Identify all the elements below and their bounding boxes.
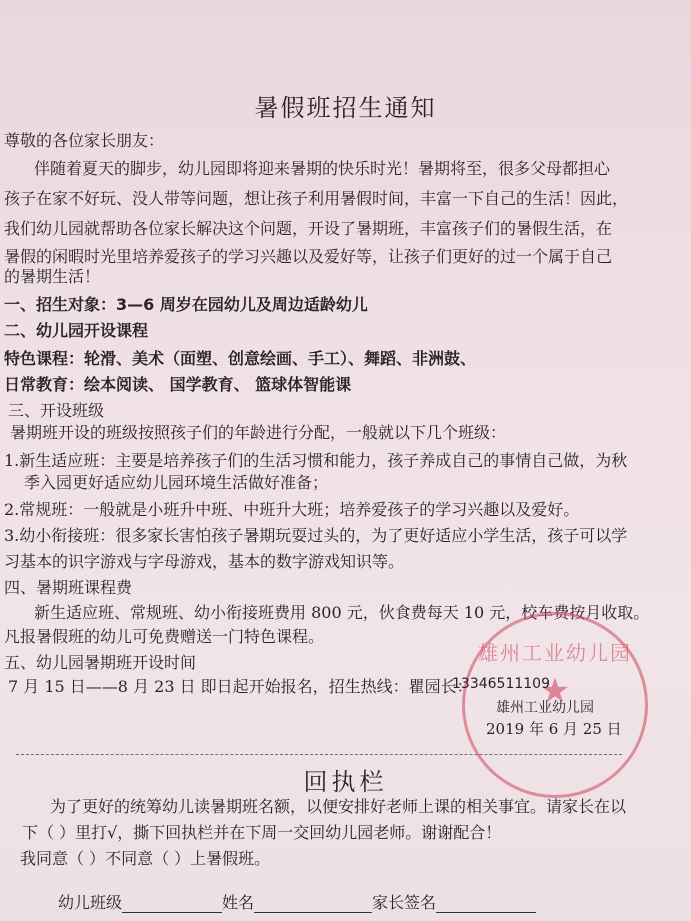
fee-line-1: 新生适应班、常规班、幼小衔接班费用 800 元，伙食费每天 10 元，校车费按月收取。 — [34, 603, 650, 622]
receipt-line-1: 为了更好的统筹幼儿读暑期班名额，以便安排好老师上课的相关事宜。请家长在以 — [50, 797, 627, 816]
tear-off-divider — [16, 754, 622, 755]
class-field-label: 幼儿班级 — [58, 893, 123, 912]
kindergarten-name: 雄州工业幼儿园 — [496, 700, 594, 716]
section-classes: 三、开设班级 — [8, 401, 105, 420]
intro-line-1: 伴随着夏天的脚步，幼儿园即将迎来暑期的快乐时光！暑期将至，很多父母都担心 — [34, 159, 611, 178]
schedule-line: 7 月 15 日——8 月 23 日 即日起开始报名，招生热线：瞿园长： — [8, 677, 473, 696]
intro-line-2: 孩子在家不好玩、没人带等问题，想让孩子利用暑假时间，丰富一下自己的生活！因此， — [4, 189, 629, 208]
hotline-phone: 13346511109 — [452, 676, 550, 692]
section-fees: 四、暑期班课程费 — [4, 578, 133, 597]
intro-line-5: 的暑期生活！ — [4, 267, 101, 286]
daily-courses: 日常教育：绘本阅读、 国学教育、 篮球体智能课 — [4, 375, 352, 394]
star-icon: ★ — [539, 671, 571, 711]
greeting: 尊敬的各位家长朋友： — [4, 131, 165, 150]
classes-intro: 暑期班开设的班级按照孩子们的年龄进行分配，一般就以下几个班级： — [10, 423, 507, 442]
class-bridge-line-2: 习基本的识字游戏与字母游戏，基本的数字游戏知识等。 — [4, 552, 405, 571]
class-field-blank[interactable] — [122, 912, 222, 913]
class-newcomer-line-1: 1.新生适应班：主要是培养孩子们的生活习惯和能力，孩子养成自己的事情自己做，为秋 — [4, 451, 628, 470]
notice-title: 暑假班招生通知 — [254, 94, 437, 122]
class-newcomer-line-2: 季入园更好适应幼儿园环境生活做好准备； — [24, 473, 329, 492]
section-courses: 二、幼儿园开设课程 — [4, 321, 149, 340]
receipt-form-row — [58, 890, 536, 913]
receipt-title: 回执栏 — [303, 768, 388, 796]
special-courses: 特色课程：轮滑、美术（面塑、创意绘画、手工）、舞蹈、非洲鼓、 — [4, 349, 477, 368]
class-bridge-line-1: 3.幼小衔接班：很多家长害怕孩子暑期玩耍过头的，为了更好适应小学生活，孩子可以学 — [4, 526, 628, 545]
intro-line-4: 暑假的闲暇时光里培养爱孩子的学习兴趣以及爱好等，让孩子们更好的过一个属于自己 — [4, 247, 613, 266]
section-schedule: 五、幼儿园暑期班开设时间 — [4, 653, 197, 672]
receipt-consent-line: 我同意（ ）不同意（ ）上暑假班。 — [20, 849, 271, 868]
name-field-label: 姓名 — [222, 893, 255, 912]
fee-line-2: 凡报暑假班的幼儿可免费赠送一门特色课程。 — [4, 627, 325, 646]
notice-date: 2019 年 6 月 25 日 — [486, 720, 622, 738]
stamp-text: 雄州工业幼儿园 — [478, 641, 632, 665]
receipt-line-2: 下（ ）里打√，撕下回执栏并在下周一交回幼儿园老师。谢谢配合！ — [22, 823, 502, 842]
intro-line-3: 我们幼儿园就帮助各位家长解决这个问题，开设了暑期班，丰富孩子们的暑假生活，在 — [4, 219, 613, 238]
parent-signature-blank[interactable] — [436, 912, 536, 913]
section-enrollment: 一、招生对象：3—6 周岁在园幼儿及周边适龄幼儿 — [4, 295, 368, 314]
name-field-blank[interactable] — [254, 912, 372, 913]
parent-signature-label: 家长签名 — [372, 893, 437, 912]
class-regular: 2.常规班：一般就是小班升中班、中班升大班；培养爱孩子的学习兴趣以及爱好。 — [4, 500, 580, 519]
